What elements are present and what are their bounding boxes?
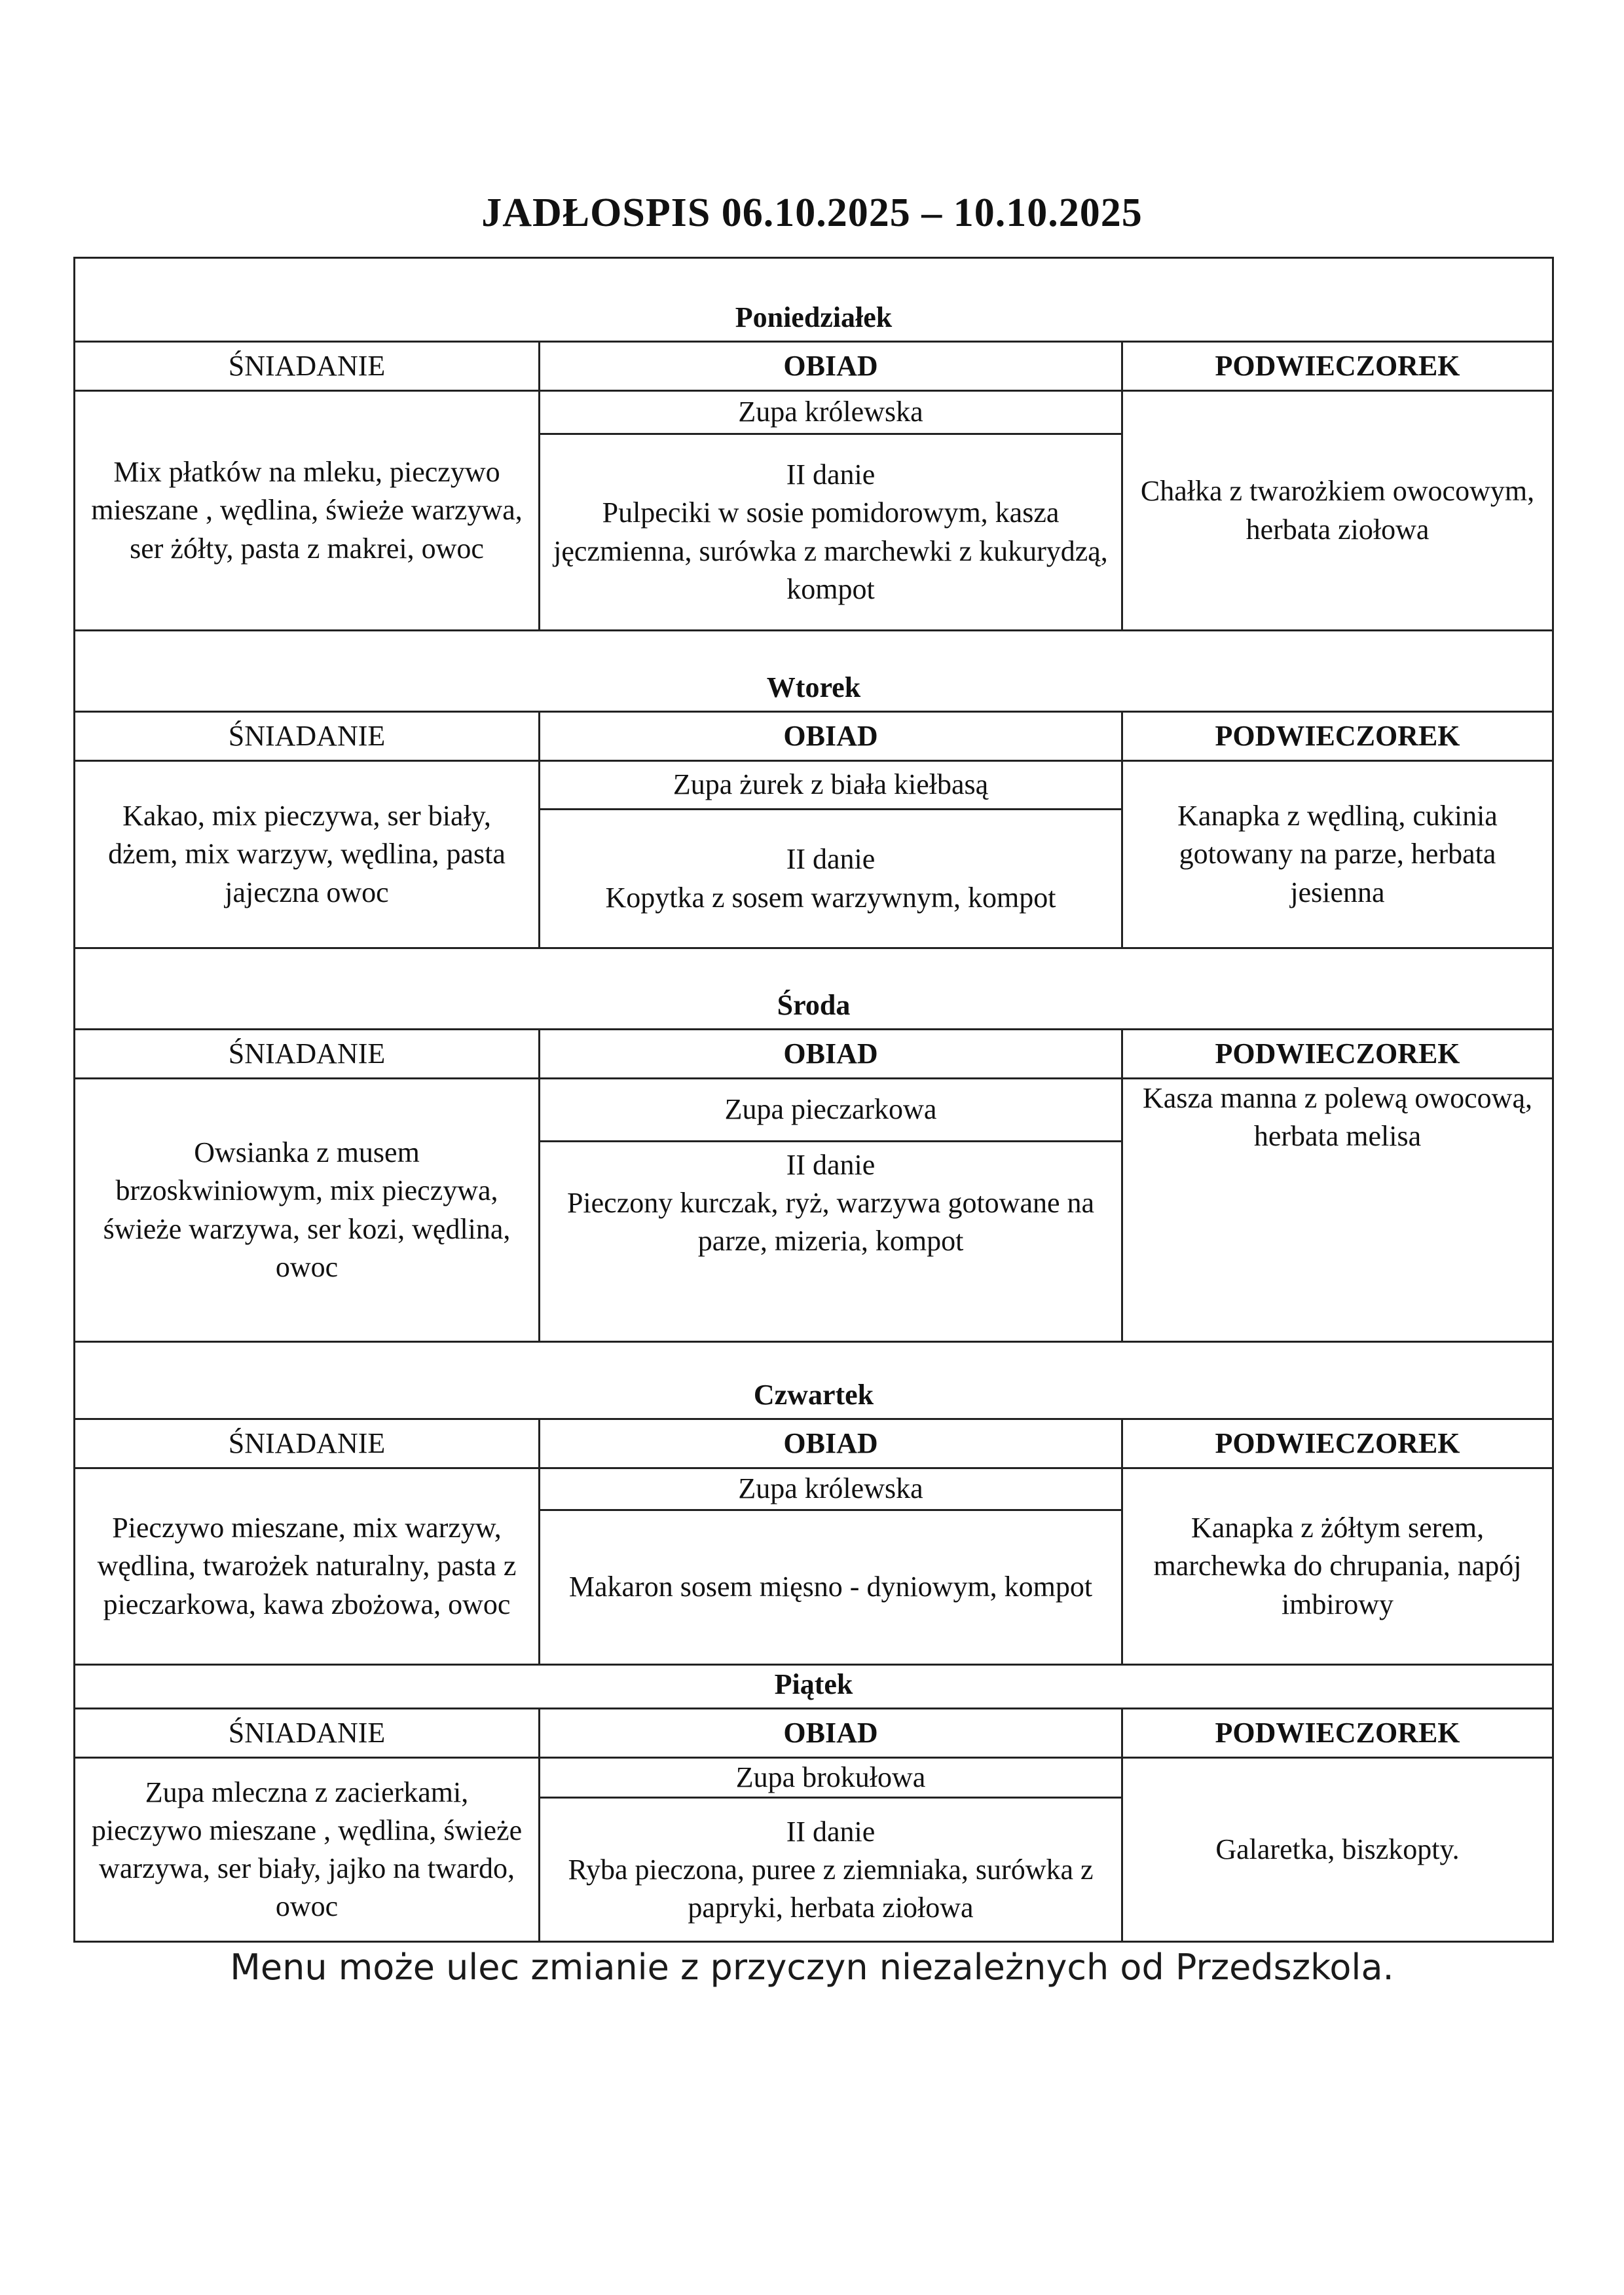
soup-cell: Zupa żurek z biała kiełbasą bbox=[540, 761, 1122, 810]
header-snack: PODWIECZOREK bbox=[1122, 342, 1553, 391]
header-lunch: OBIAD bbox=[540, 712, 1122, 761]
main-course-text: Makaron sosem mięsno - dyniowym, kompot bbox=[568, 1571, 1093, 1603]
main-course-label: II danie bbox=[786, 458, 876, 491]
snack-cell: Kanapka z wędliną, cukinia gotowany na parze, herbata jesienna bbox=[1122, 761, 1553, 948]
header-breakfast: ŚNIADANIE bbox=[75, 1709, 540, 1758]
day-heading-wednesday: Środa bbox=[75, 948, 1553, 1030]
header-lunch: OBIAD bbox=[540, 1709, 1122, 1758]
snack-cell: Galaretka, biszkopty. bbox=[1122, 1758, 1553, 1942]
header-snack: PODWIECZOREK bbox=[1122, 1419, 1553, 1468]
header-snack: PODWIECZOREK bbox=[1122, 1030, 1553, 1079]
day-heading-thursday: Czwartek bbox=[75, 1342, 1553, 1419]
soup-cell: Zupa królewska bbox=[540, 391, 1122, 434]
header-lunch: OBIAD bbox=[540, 342, 1122, 391]
breakfast-cell: Kakao, mix pieczywa, ser biały, dżem, mix warzyw, wędlina, pasta jajeczna owoc bbox=[75, 761, 540, 948]
header-breakfast: ŚNIADANIE bbox=[75, 1419, 540, 1468]
main-course-cell bbox=[540, 1798, 1122, 1942]
day-heading-tuesday: Wtorek bbox=[75, 631, 1553, 712]
page-title: JADŁOSPIS 06.10.2025 – 10.10.2025 bbox=[481, 191, 1143, 235]
header-breakfast: ŚNIADANIE bbox=[75, 342, 540, 391]
main-course-text: Pulpeciki w sosie pomidorowym, kasza jęczmienna, surówka z marchewki z kukurydzą, kompot bbox=[553, 496, 1108, 605]
main-course-text: Ryba pieczona, puree z ziemniaka, surówka z papryki, herbata ziołowa bbox=[568, 1853, 1094, 1924]
header-snack: PODWIECZOREK bbox=[1122, 1709, 1553, 1758]
breakfast-cell: Pieczywo mieszane, mix warzyw, wędlina, twarożek naturalny, pasta z pieczarkowa, kawa zbożowa, owoc bbox=[75, 1468, 540, 1665]
main-course-label: II danie bbox=[786, 1815, 876, 1848]
main-course-cell bbox=[540, 1142, 1122, 1342]
breakfast-cell: Owsianka z musem brzoskwiniowym, mix pieczywa, świeże warzywa, ser kozi, wędlina, owoc bbox=[75, 1079, 540, 1342]
footer-note: Menu może ulec zmianie z przyczyn niezależnych od Przedszkola. bbox=[230, 1947, 1394, 1988]
main-course-text: Pieczony kurczak, ryż, warzywa gotowane na parze, mizeria, kompot bbox=[566, 1187, 1095, 1258]
snack-cell: Kasza manna z polewą owocową, herbata melisa bbox=[1122, 1079, 1553, 1342]
day-heading-friday: Piątek bbox=[75, 1665, 1553, 1709]
soup-cell: Zupa brokułowa bbox=[540, 1758, 1122, 1798]
main-course-cell bbox=[540, 1510, 1122, 1665]
header-lunch: OBIAD bbox=[540, 1419, 1122, 1468]
snack-cell: Chałka z twarożkiem owocowym, herbata ziołowa bbox=[1122, 391, 1553, 631]
main-course-cell bbox=[540, 434, 1122, 631]
main-course-text: Kopytka z sosem warzywnym, kompot bbox=[605, 881, 1056, 914]
day-heading-monday: Poniedziałek bbox=[75, 258, 1553, 342]
main-course-label: II danie bbox=[786, 1149, 876, 1181]
main-course-label: II danie bbox=[786, 843, 876, 876]
menu-table bbox=[73, 257, 1554, 1943]
header-breakfast: ŚNIADANIE bbox=[75, 712, 540, 761]
header-lunch: OBIAD bbox=[540, 1030, 1122, 1079]
header-snack: PODWIECZOREK bbox=[1122, 712, 1553, 761]
snack-cell: Kanapka z żółtym serem, marchewka do chrupania, napój imbirowy bbox=[1122, 1468, 1553, 1665]
main-course-cell bbox=[540, 810, 1122, 948]
soup-cell: Zupa królewska bbox=[540, 1468, 1122, 1510]
breakfast-cell: Zupa mleczna z zacierkami, pieczywo mieszane , wędlina, świeże warzywa, ser biały, jajko na twardo, owoc bbox=[75, 1758, 540, 1942]
soup-cell: Zupa pieczarkowa bbox=[540, 1079, 1122, 1142]
breakfast-cell: Mix płatków na mleku, pieczywo mieszane , wędlina, świeże warzywa, ser żółty, pasta z makrei, owoc bbox=[75, 391, 540, 631]
header-breakfast: ŚNIADANIE bbox=[75, 1030, 540, 1079]
